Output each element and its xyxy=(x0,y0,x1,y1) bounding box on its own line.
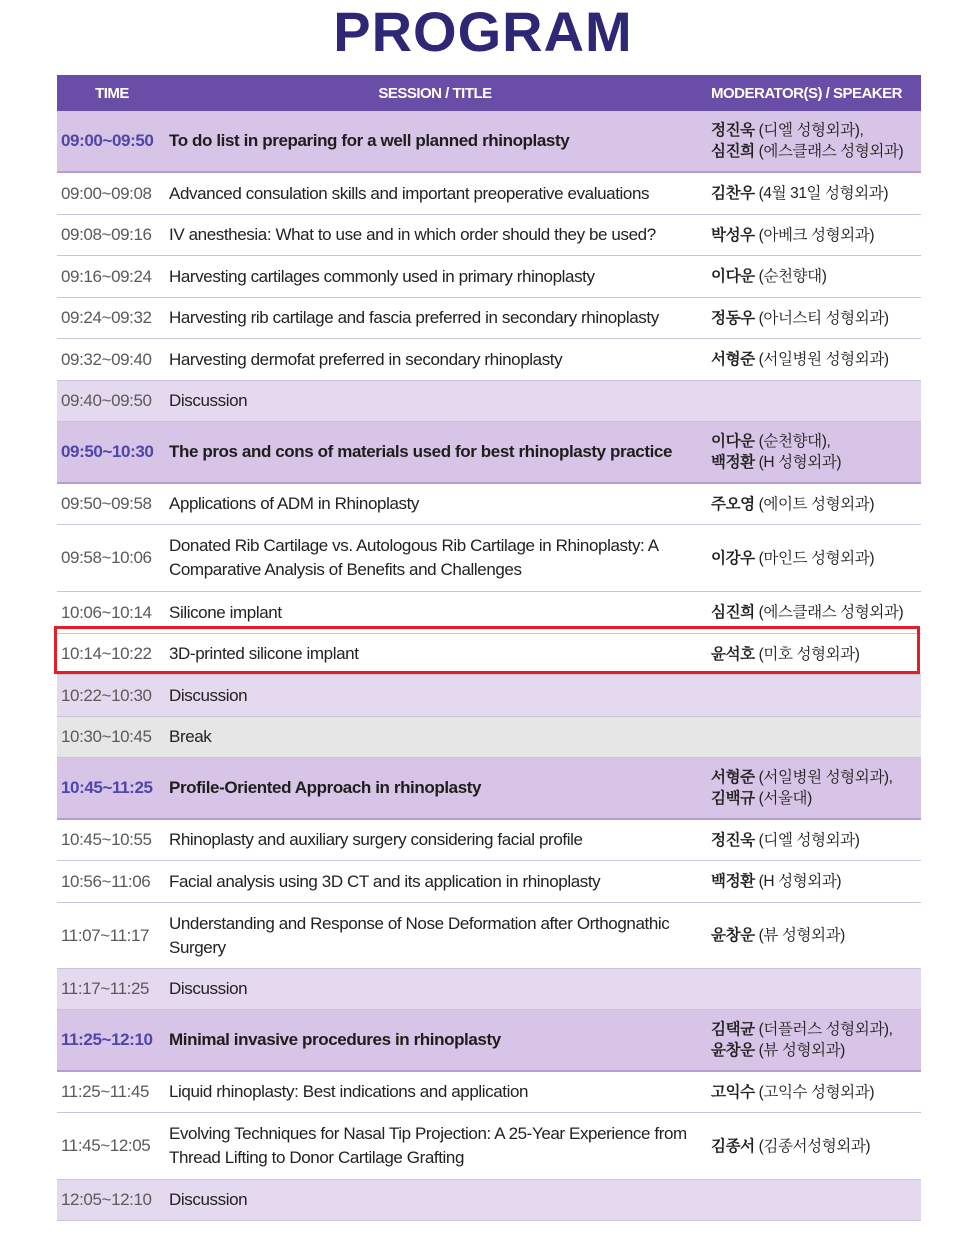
title-cell: Discussion xyxy=(169,391,248,410)
moderator-cell xyxy=(703,1082,921,1103)
moderator-cell xyxy=(703,431,921,473)
title-cell: Donated Rib Cartilage vs. Autologous Rib Cartilage in Rhinoplasty: A Comparative Analysis of Benefits and Challenges xyxy=(169,536,658,579)
title-cell: Advanced consulation skills and important preoperative evaluations xyxy=(169,183,650,203)
moderator-cell xyxy=(703,349,921,370)
title-cell: Understanding and Response of Nose Deformation after Orthognathic Surgery xyxy=(169,913,670,957)
speaker-affiliation: (디엘 성형외과) xyxy=(754,831,860,849)
header-moderator: MODERATOR(S) / SPEAKER xyxy=(711,84,902,102)
speaker-name: 백정환 xyxy=(711,454,755,471)
moderator-cell xyxy=(703,183,921,204)
time-cell: 10:30~10:45 xyxy=(61,727,152,746)
moderator-line xyxy=(711,349,921,370)
time-cell: 11:25~12:10 xyxy=(61,1030,153,1049)
time-cell: 12:05~12:10 xyxy=(61,1190,152,1209)
talk-row xyxy=(57,903,921,969)
title-cell: Harvesting dermofat preferred in secondary rhinoplasty xyxy=(169,349,563,369)
discussion-row xyxy=(57,675,921,717)
title-cell: To do list in preparing for a well planned rhinoplasty xyxy=(169,131,570,150)
speaker-affiliation: (에스클래스 성형외과) xyxy=(754,143,904,160)
time-cell: 09:00~09:50 xyxy=(61,131,154,150)
discussion-row xyxy=(57,969,921,1010)
talk-row xyxy=(57,1072,921,1113)
speaker-name: 윤석호 xyxy=(711,645,755,663)
talk-row xyxy=(57,173,921,215)
title-cell: Facial analysis using 3D CT and its application in rhinoplasty xyxy=(169,871,601,891)
table-body xyxy=(57,111,921,1221)
talk-row xyxy=(57,215,921,256)
moderator-line xyxy=(711,183,921,204)
moderator-cell xyxy=(703,1136,921,1157)
speaker-name: 이다운 xyxy=(711,268,755,285)
moderator-line xyxy=(711,548,921,569)
speaker-name: 김종서 xyxy=(711,1137,755,1155)
speaker-name: 윤창운 xyxy=(711,927,755,944)
moderator-line xyxy=(711,266,921,287)
moderator-cell xyxy=(703,308,921,329)
speaker-affiliation: (김종서성형외과) xyxy=(754,1137,871,1155)
break-row xyxy=(57,717,921,758)
title-cell: 3D-printed silicone implant xyxy=(169,644,359,663)
discussion-row xyxy=(57,1180,921,1221)
speaker-name: 김백규 xyxy=(711,790,755,807)
moderator-cell xyxy=(703,871,921,892)
moderator-cell xyxy=(703,225,921,246)
time-cell: 10:22~10:30 xyxy=(61,685,152,705)
speaker-affiliation: (더플러스 성형외과), xyxy=(754,1021,893,1038)
moderator-cell xyxy=(703,925,921,946)
speaker-affiliation: (마인드 성형외과) xyxy=(754,549,875,567)
discussion-row xyxy=(57,381,921,422)
session-row xyxy=(57,1010,921,1072)
time-cell: 10:06~10:14 xyxy=(61,602,152,622)
speaker-name: 이강우 xyxy=(711,549,755,567)
time-cell: 09:00~09:08 xyxy=(61,183,152,203)
title-cell: IV anesthesia: What to use and in which order should they be used? xyxy=(169,225,656,244)
title-cell: Discussion xyxy=(169,685,248,705)
title-cell: Silicone implant xyxy=(169,602,282,622)
title-cell: Discussion xyxy=(169,1190,248,1209)
speaker-name: 서형준 xyxy=(711,351,755,368)
speaker-name: 김찬우 xyxy=(711,185,755,202)
time-cell: 09:32~09:40 xyxy=(61,349,152,369)
moderator-line xyxy=(711,452,921,473)
moderator-line xyxy=(711,308,921,329)
speaker-affiliation: (고익수 성형외과) xyxy=(754,1083,875,1101)
talk-row xyxy=(57,339,921,381)
moderator-cell xyxy=(703,548,921,569)
moderator-cell xyxy=(703,767,921,809)
speaker-name: 심진희 xyxy=(711,143,755,160)
session-row xyxy=(57,111,921,173)
title-cell: Break xyxy=(169,727,212,746)
moderator-cell xyxy=(703,830,921,851)
talk-row xyxy=(57,256,921,298)
session-row xyxy=(57,758,921,820)
moderator-line xyxy=(711,830,921,851)
time-cell: 11:45~12:05 xyxy=(61,1136,151,1155)
time-cell: 10:14~10:22 xyxy=(61,644,152,663)
speaker-affiliation: (H 성형외과) xyxy=(754,873,842,890)
talk-row xyxy=(57,861,921,903)
moderator-cell xyxy=(703,266,921,287)
time-cell: 10:45~10:55 xyxy=(61,830,152,849)
moderator-line xyxy=(711,788,921,809)
moderator-line xyxy=(711,1136,921,1157)
speaker-affiliation: (4월 31일 성형외과) xyxy=(754,185,889,202)
title-cell: Discussion xyxy=(169,979,248,998)
title-cell: Applications of ADM in Rhinoplasty xyxy=(169,494,420,513)
title-cell: Liquid rhinoplasty: Best indications and application xyxy=(169,1082,529,1101)
time-cell: 09:08~09:16 xyxy=(61,225,152,244)
moderator-cell xyxy=(703,644,921,665)
speaker-affiliation: (디엘 성형외과), xyxy=(754,122,864,139)
time-cell: 09:50~10:30 xyxy=(61,442,154,461)
speaker-name: 심진희 xyxy=(711,604,755,621)
time-cell: 09:50~09:58 xyxy=(61,494,152,513)
moderator-cell xyxy=(703,494,921,515)
speaker-affiliation: (순천향대) xyxy=(754,268,827,285)
speaker-affiliation: (서일병원 성형외과), xyxy=(754,769,893,786)
moderator-line xyxy=(711,767,921,788)
title-cell: Profile-Oriented Approach in rhinoplasty xyxy=(169,778,482,797)
talk-row xyxy=(57,634,921,675)
speaker-name: 고익수 xyxy=(711,1083,755,1101)
moderator-line xyxy=(711,225,921,246)
speaker-affiliation: (순천향대), xyxy=(754,433,831,450)
moderator-line xyxy=(711,925,921,946)
speaker-name: 이다운 xyxy=(711,433,755,450)
moderator-cell xyxy=(703,120,921,162)
title-cell: Harvesting cartilages commonly used in primary rhinoplasty xyxy=(169,266,595,286)
speaker-affiliation: (뷰 성형외과) xyxy=(754,1042,845,1059)
program-table xyxy=(57,75,921,1221)
speaker-affiliation: (에스클래스 성형외과) xyxy=(754,604,904,621)
time-cell: 10:45~11:25 xyxy=(61,778,153,797)
title-cell: Rhinoplasty and auxiliary surgery considering facial profile xyxy=(169,830,583,849)
moderator-line xyxy=(711,1019,921,1040)
speaker-affiliation: (서울대) xyxy=(754,790,812,807)
speaker-name: 박성우 xyxy=(711,226,755,244)
speaker-affiliation: (뷰 성형외과) xyxy=(754,927,845,944)
header-time: TIME xyxy=(95,84,129,102)
title-cell: The pros and cons of materials used for best rhinoplasty practice xyxy=(169,442,673,461)
moderator-line xyxy=(711,871,921,892)
talk-row xyxy=(57,1113,921,1180)
header-session: SESSION / TITLE xyxy=(378,84,492,102)
talk-row xyxy=(57,484,921,525)
time-cell: 11:17~11:25 xyxy=(61,979,150,998)
speaker-affiliation: (아베크 성형외과) xyxy=(754,226,875,244)
time-cell: 11:07~11:17 xyxy=(61,925,150,945)
page-title: PROGRAM xyxy=(333,0,633,63)
moderator-line xyxy=(711,120,921,141)
speaker-affiliation: (서일병원 성형외과) xyxy=(754,351,889,368)
speaker-name: 정동우 xyxy=(711,309,755,327)
moderator-cell xyxy=(703,602,921,623)
speaker-name: 정진욱 xyxy=(711,831,755,849)
time-cell: 09:24~09:32 xyxy=(61,308,152,327)
speaker-name: 주오영 xyxy=(711,495,755,513)
moderator-line xyxy=(711,141,921,162)
moderator-line xyxy=(711,431,921,452)
talk-row xyxy=(57,592,921,634)
time-cell: 10:56~11:06 xyxy=(61,871,151,891)
moderator-cell xyxy=(703,1019,921,1061)
speaker-affiliation: (미호 성형외과) xyxy=(754,645,860,663)
speaker-name: 서형준 xyxy=(711,769,755,786)
time-cell: 11:25~11:45 xyxy=(61,1082,150,1101)
moderator-line xyxy=(711,602,921,623)
moderator-line xyxy=(711,494,921,515)
talk-row xyxy=(57,525,921,592)
moderator-line xyxy=(711,1040,921,1061)
speaker-name: 백정환 xyxy=(711,873,755,890)
speaker-name: 윤창운 xyxy=(711,1042,755,1059)
title-cell: Evolving Techniques for Nasal Tip Projection: A 25-Year Experience from Thread Lifting to Donor Cartilage Grafting xyxy=(169,1124,687,1167)
moderator-line xyxy=(711,644,921,665)
speaker-name: 정진욱 xyxy=(711,122,755,139)
time-cell: 09:40~09:50 xyxy=(61,391,152,410)
talk-row xyxy=(57,820,921,861)
speaker-affiliation: (에이트 성형외과) xyxy=(754,495,875,513)
talk-row xyxy=(57,298,921,339)
speaker-affiliation: (H 성형외과) xyxy=(754,454,842,471)
speaker-affiliation: (아너스티 성형외과) xyxy=(754,309,889,327)
speaker-name: 김택균 xyxy=(711,1021,755,1038)
title-cell: Harvesting rib cartilage and fascia preferred in secondary rhinoplasty xyxy=(169,308,659,327)
table-header xyxy=(57,75,921,111)
time-cell: 09:16~09:24 xyxy=(61,266,152,286)
title-cell: Minimal invasive procedures in rhinoplasty xyxy=(169,1030,501,1049)
session-row xyxy=(57,422,921,484)
moderator-line xyxy=(711,1082,921,1103)
time-cell: 09:58~10:06 xyxy=(61,548,152,567)
